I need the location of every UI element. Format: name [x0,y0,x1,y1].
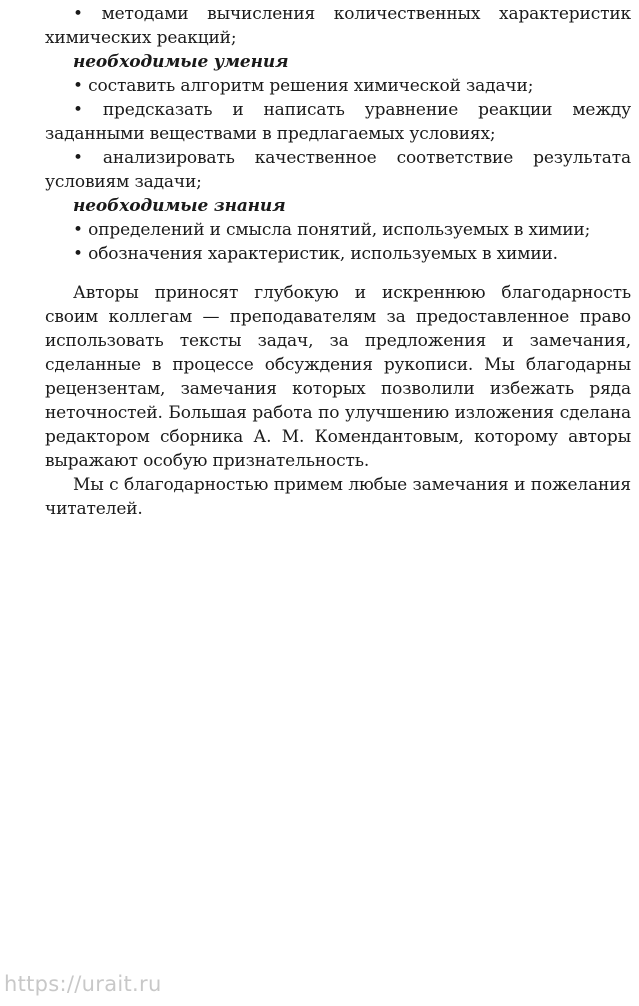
requirements-list [45,2,631,266]
subheading-knowledge: необходимые знания [73,196,286,216]
feedback-paragraph: Мы с благодарностью примем любые замечания и пожелания читателей. [45,475,631,519]
list-item: • методами вычисления количественных характеристик химических реакций; [45,4,631,48]
subheading-skills: необходимые умения [73,52,289,72]
list-item: • определений и смысла понятий, используемых в химии; [73,220,591,240]
list-item: • составить алгоритм решения химической задачи; [73,76,534,96]
list-item: • анализировать качественное соответствие результата условиям задачи; [45,148,631,192]
list-item: • обозначения характеристик, используемых в химии. [73,244,558,264]
watermark-url: https://urait.ru [4,972,162,996]
list-item: • предсказать и написать уравнение реакции между заданными веществами в предлагаемых условиях; [45,100,631,144]
acknowledgement-paragraph: Авторы приносят глубокую и искреннюю благодарность своим коллегам — преподавателям за предоставленное право использовать тексты задач, за предложения и замечания, сделанные в процессе обсуждения рукописи. Мы благодарны рецензентам, замечания которых позволили избежать ряда неточностей. Большая работа по улучшению изложения сделана редактором сборника А. М. Комендантовым, которому авторы выражают особую признательность. [45,283,631,471]
acknowledgements-section [45,281,631,521]
